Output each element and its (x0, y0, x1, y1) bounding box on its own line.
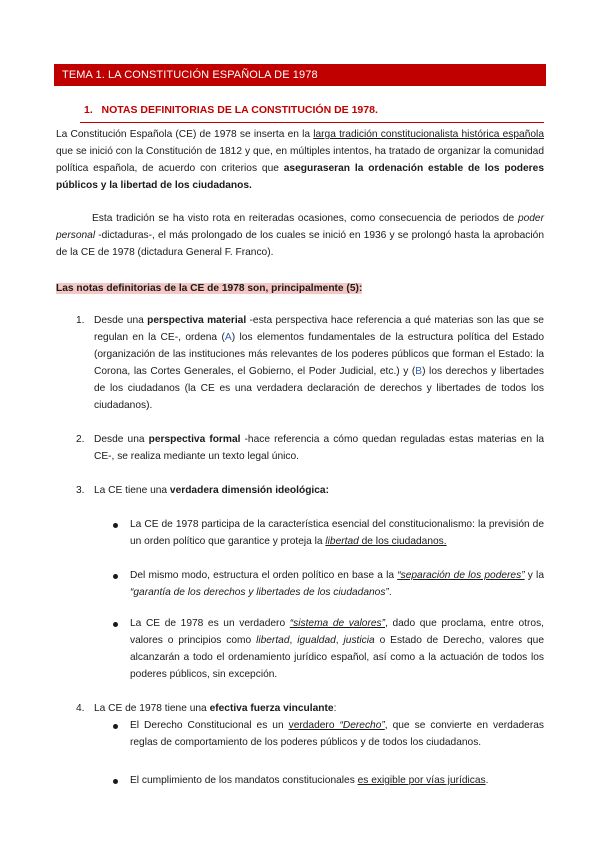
underlined-text: de los ciudadanos. (358, 536, 447, 547)
text: -esta perspectiva hace referencia a qué materias son las que se regulan en la CE-, ordena ( (94, 315, 544, 343)
underlined-text: verdadero (288, 720, 340, 731)
text: La CE tiene una (94, 485, 170, 496)
italic-text: igualdad (297, 635, 336, 646)
list-number: 2. (76, 434, 85, 445)
text: -dictaduras-, el más prolongado de los cuales se inició en 1936 y se prolongó hasta la aprobación de la CE de 1978 (dictadura General F. Franco). (56, 230, 544, 258)
bold-text: perspectiva material (147, 315, 247, 326)
list-item-1 (94, 312, 544, 414)
intro-paragraph-1 (56, 126, 544, 194)
bold-text: perspectiva formal (148, 434, 241, 445)
text: ) los elementos fundamentales de la estructura política del Estado (organización de las instituciones más relevantes de los poderes públicos que forman el Estado: la Corona, las Cortes Generales, el Gobierno, el Poder Judicial, etc.) y ( (94, 332, 544, 377)
list-number: 3. (76, 485, 85, 496)
text: , (289, 635, 298, 646)
section-number: 1. (84, 104, 93, 116)
item3-bullet-2 (130, 567, 544, 601)
italic-text: libertad (256, 635, 290, 646)
text: , que se convierte en verdaderas reglas de comportamiento de los poderes públicos y de todos los ciudadanos. (130, 720, 544, 748)
text: o Estado de Derecho, valores que alcanzarán a todo el ordenamiento jurídico español, así como a la actuación de todos los poderes públicos, sin excepción. (130, 635, 544, 680)
italic-text: poder personal (56, 213, 544, 241)
list-number: 4. (76, 703, 85, 714)
quoted-text: “sistema de valores” (289, 618, 386, 629)
italic-text: justicia (343, 635, 375, 646)
text: . (388, 587, 392, 598)
text: La CE de 1978 participa de la característica esencial del constitucionalismo: la previsión de un orden político que garantice y proteja la (130, 519, 544, 547)
bold-text: aseguraseran la ordenación estable de los poderes públicos y la libertad de los ciudadanos. (56, 163, 544, 191)
bullet-icon (113, 523, 118, 528)
list-item-3 (94, 482, 544, 499)
text: y la (524, 570, 544, 581)
list-item-4 (94, 700, 544, 717)
text: Esta tradición se ha visto rota en reiteradas ocasiones, como consecuencia de periodos de (92, 213, 518, 224)
highlight-heading (56, 280, 544, 297)
text: Desde una (94, 434, 149, 445)
text: , dado que proclama, entre otros, valores o principios como (130, 618, 544, 646)
text: -hace referencia a cómo quedan reguladas estas materias en la CE-, se realiza mediante un texto legal único. (94, 434, 544, 462)
item4-bullet-1 (130, 717, 544, 751)
bullet-icon (113, 724, 118, 729)
italic-text: libertad (325, 536, 359, 547)
list-item-2 (94, 431, 544, 465)
item3-bullet-3 (130, 615, 544, 683)
underlined-text: larga tradición constitucionalista histórica española (313, 129, 544, 140)
bold-text: verdadera dimensión ideológica: (169, 485, 329, 496)
section-heading (84, 104, 378, 116)
item3-bullet-1 (130, 516, 544, 550)
text: La CE de 1978 es un verdadero (130, 618, 290, 629)
text: que se inició con la Constitución de 1812 y que, en múltiples intentos, ha tratado de organizar la comunidad política española, de acuerdo con criterios que (56, 146, 544, 174)
text: : (333, 703, 337, 714)
quoted-text: “Derecho” (339, 720, 385, 731)
text: Desde una (94, 315, 148, 326)
text: El cumplimiento de los mandatos constitucionales (130, 775, 358, 786)
section-title: NOTAS DEFINITORIAS DE LA CONSTITUCIÓN DE 1978. (101, 104, 378, 116)
text: , (335, 635, 344, 646)
quoted-text: “garantía de los derechos y libertades de los ciudadanos” (130, 587, 389, 598)
highlighted-text: Las notas definitorias de la CE de 1978 son, principalmente (5): (56, 283, 363, 294)
underlined-text: es exigible por vías jurídicas (357, 775, 486, 786)
text: La Constitución Española (CE) de 1978 se inserta en la (56, 129, 314, 140)
marker-a: A (224, 332, 232, 343)
item4-bullet-2 (130, 772, 544, 789)
quoted-text: “separación de los poderes” (397, 570, 525, 581)
bullet-icon (113, 779, 118, 784)
bullet-icon (113, 622, 118, 627)
intro-paragraph-2 (56, 210, 544, 261)
page-title: TEMA 1. LA CONSTITUCIÓN ESPAÑOLA DE 1978 (54, 64, 546, 86)
marker-b: B (415, 366, 423, 377)
bullet-icon (113, 574, 118, 579)
section-underline (80, 122, 544, 123)
text: Del mismo modo, estructura el orden político en base a la (130, 570, 398, 581)
text: ) los derechos y libertades de los ciudadanos (la CE es una verdadera declaración de derechos y libertades de todos los ciudadanos). (94, 366, 544, 411)
text: La CE de 1978 tiene una (94, 703, 210, 714)
text: El Derecho Constitucional es un (130, 720, 289, 731)
text: . (485, 775, 489, 786)
list-number: 1. (76, 315, 85, 326)
bold-text: efectiva fuerza vinculante (209, 703, 334, 714)
